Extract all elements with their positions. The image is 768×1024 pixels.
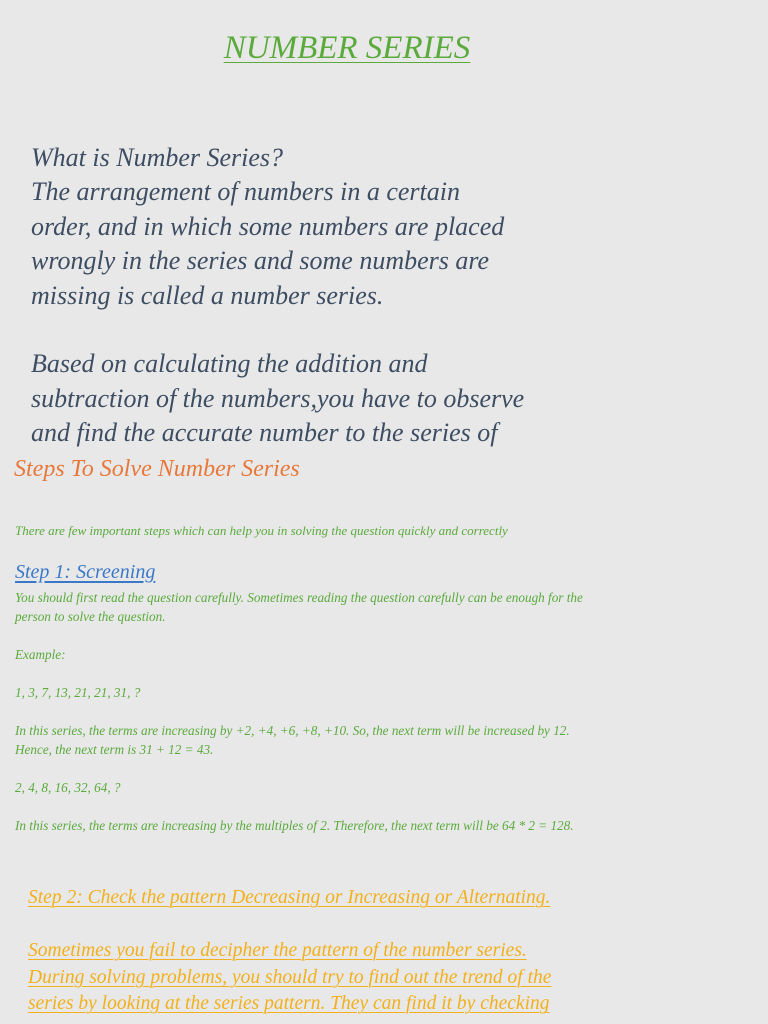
definition-line: The arrangement of numbers in a certain xyxy=(31,177,460,207)
step2-block xyxy=(28,885,728,1018)
example2-explanation: In this series, the terms are increasing by the multiples of 2. Therefore, the next term will be 64 * 2 = 128. xyxy=(15,818,574,833)
basis-line: subtraction of the numbers,you have to observe xyxy=(31,383,525,413)
step1-text-line: person to solve the question. xyxy=(15,609,166,624)
intro-slide xyxy=(0,0,768,448)
definition-line: order, and in which some numbers are placed xyxy=(31,211,505,241)
step1-heading-link[interactable]: Step 1: Screening xyxy=(15,561,156,583)
step1-text-line: You should first read the question carefully. Sometimes reading the question carefully can be enough for the xyxy=(15,590,583,605)
steps-intro: There are few important steps which can help you in solving the question quickly and correctly xyxy=(15,523,508,538)
step2-text-line: Sometimes you fail to decipher the pattern of the number series. xyxy=(28,940,527,961)
step2-text-line: series by looking at the series pattern. They can find it by checking xyxy=(28,993,550,1014)
example1-explanation-line: Hence, the next term is 31 + 12 = 43. xyxy=(15,742,214,757)
step2-heading: Step 2: Check the pattern Decreasing or Increasing or Alternating. xyxy=(28,887,551,908)
step1-body xyxy=(15,588,750,835)
example1-series: 1, 3, 7, 13, 21, 21, 31, ? xyxy=(15,685,141,700)
basis-line: Based on calculating the addition and xyxy=(31,349,428,379)
example2-series: 2, 4, 8, 16, 32, 64, ? xyxy=(15,780,121,795)
definition-line: missing is called a number series. xyxy=(31,280,384,310)
steps-title: Steps To Solve Number Series xyxy=(14,456,300,482)
definition-line: wrongly in the series and some numbers are xyxy=(31,246,490,276)
intro-question: What is Number Series? xyxy=(31,143,284,172)
step2-text-line: During solving problems, you should try to find out the trend of the xyxy=(28,966,552,988)
steps-slide xyxy=(0,432,768,1024)
intro-text xyxy=(31,141,631,451)
example-label: Example: xyxy=(15,647,66,662)
page-title: NUMBER SERIES xyxy=(223,30,471,66)
example1-explanation-line: In this series, the terms are increasing by +2, +4, +6, +8, +10. So, the next term will be increased by 12. xyxy=(15,723,570,738)
basis-line: and find the accurate number to the series of xyxy=(31,418,498,448)
